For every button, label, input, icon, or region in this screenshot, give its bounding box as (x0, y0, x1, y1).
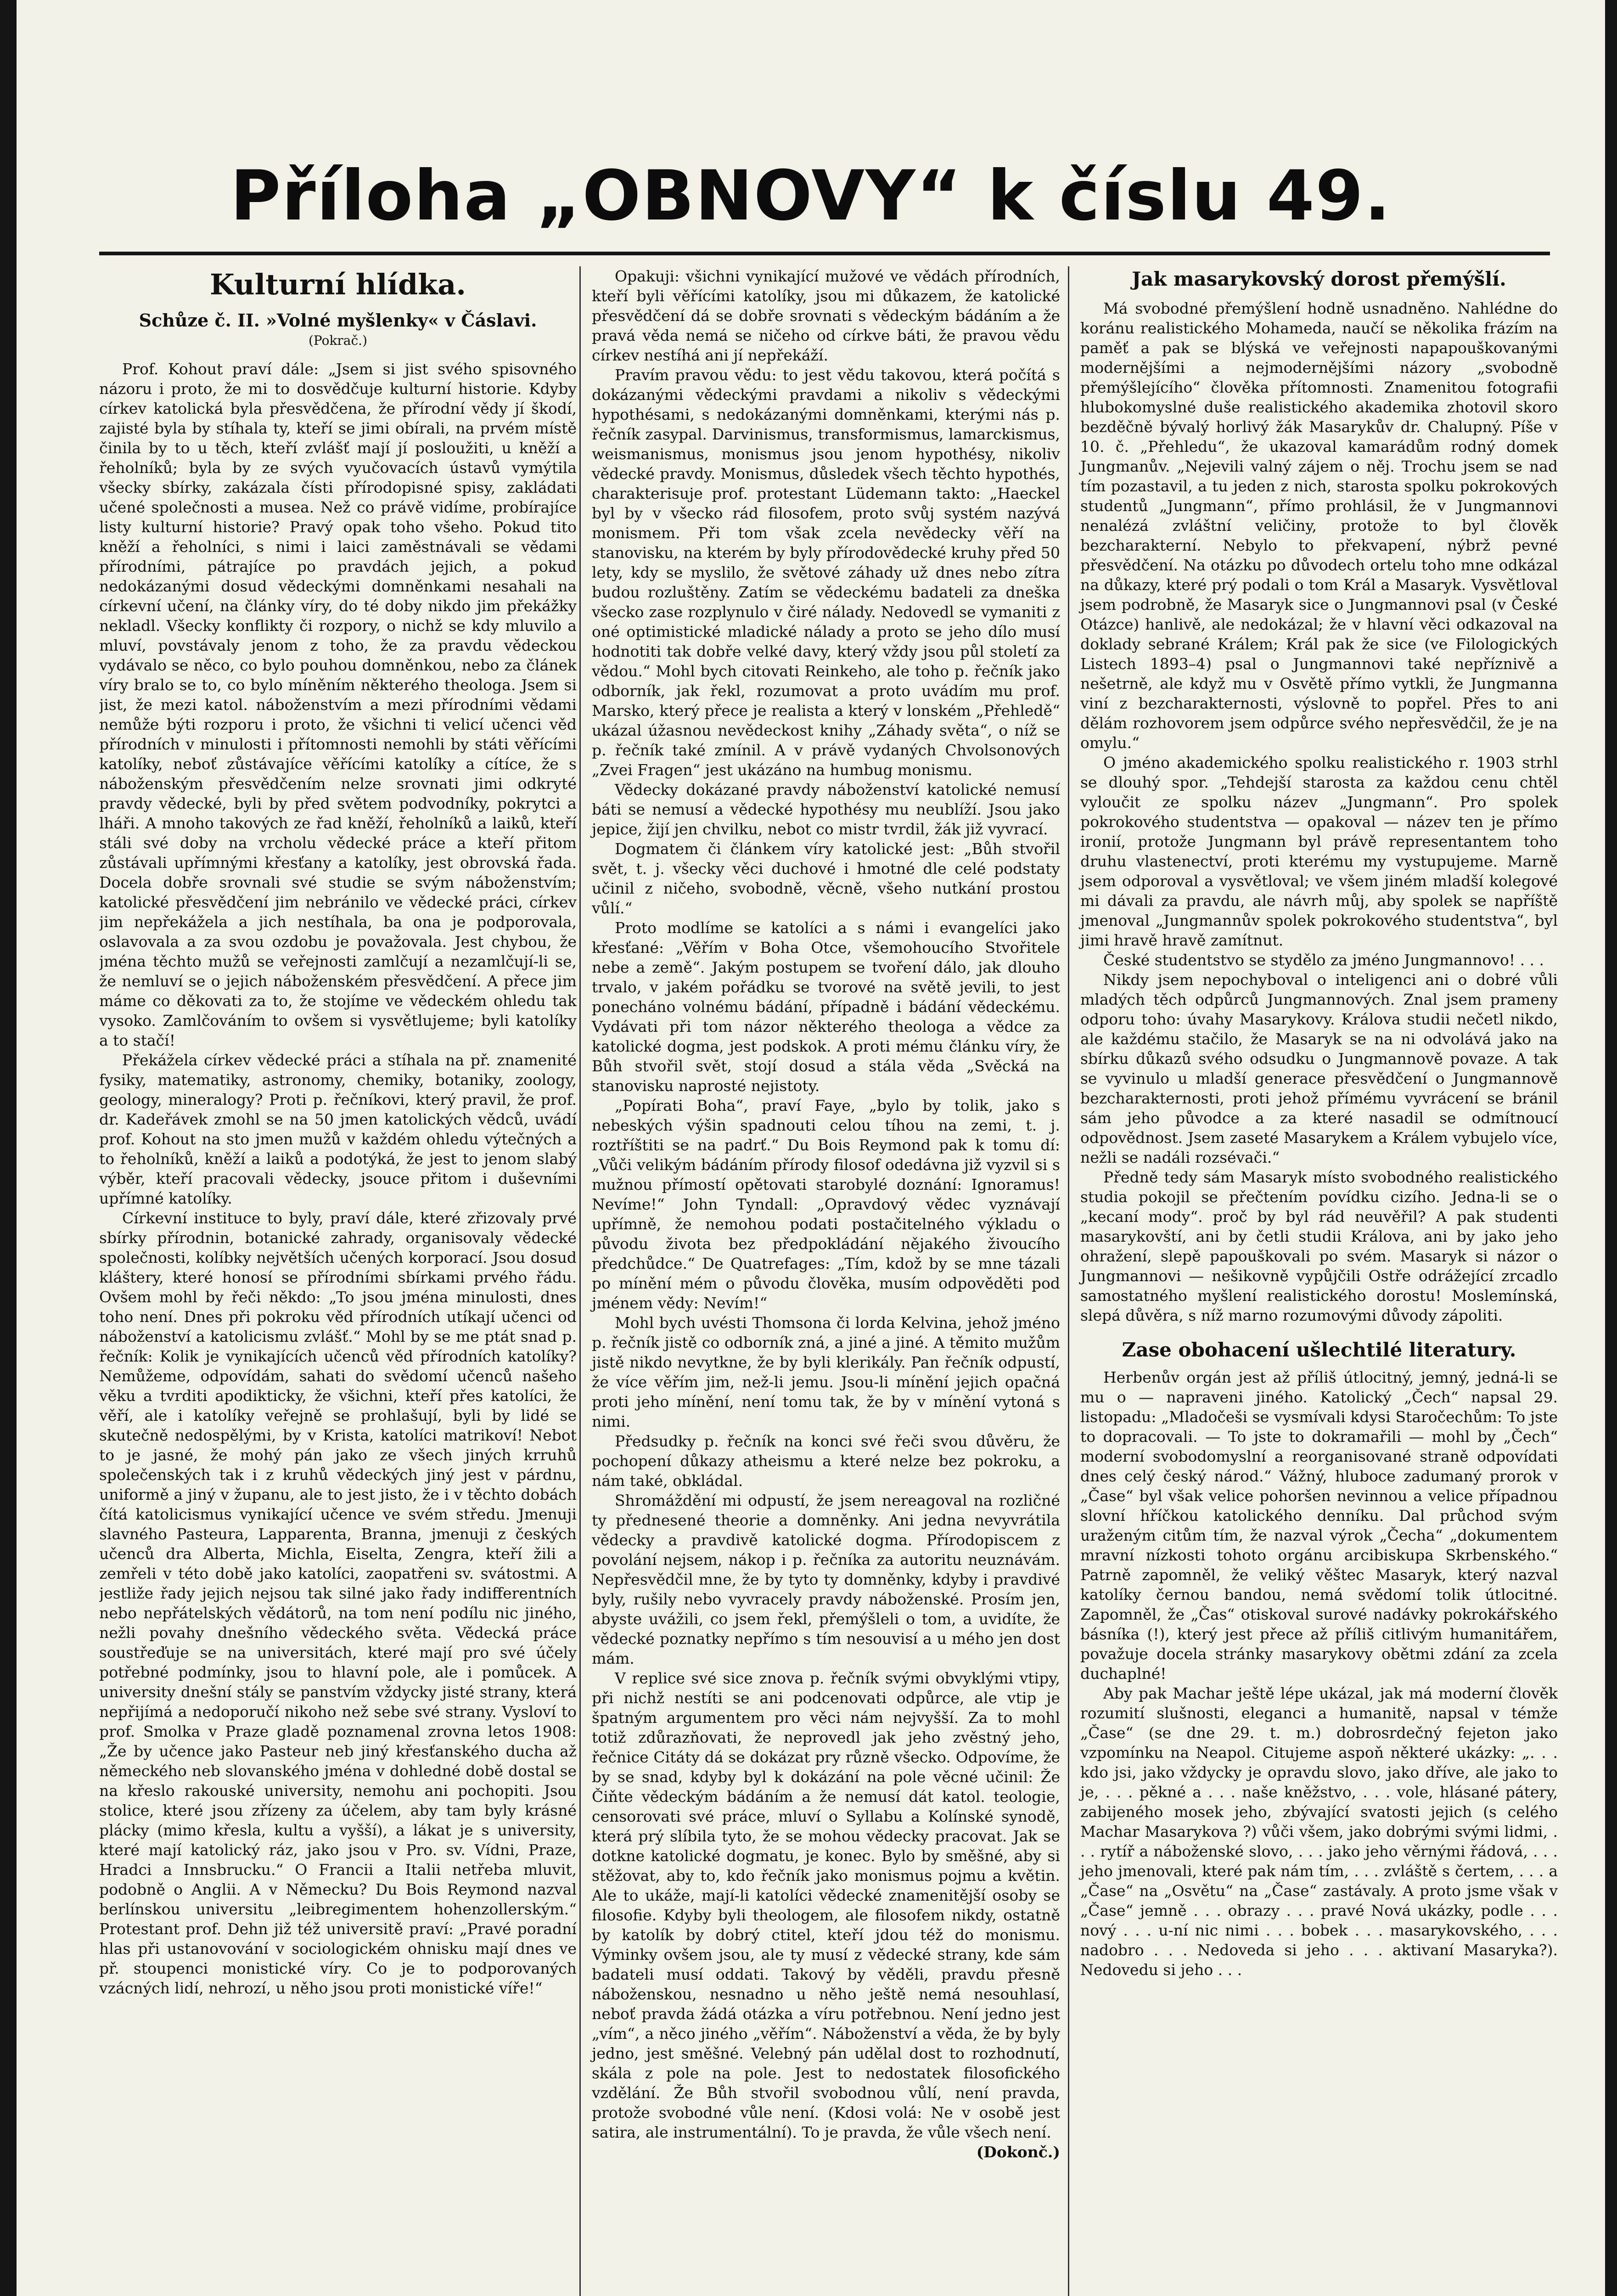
masthead-rule (99, 252, 1550, 255)
paragraph: Má svobodné přemýšlení hodně usnadněno. Nahlédne do koránu realistického Mohameda, naučí se několika frázím na paměť a pak se blýská ve veřejnosti napapouškovanými modernějšími a nejmodernějšími názory „svobodně přemýšlejícího“ člověka přítomnosti. Znamenitou fotografii hlubokomyslné duše realistického akademika zhotovil skoro bezděčně bývalý horlivý žák Masarykův dr. Chalupný. Píše v 10. č. „Přehledu“, že ukazoval kamarádům rodný domek Jungmanův. „Nejevili valný zájem o něj. Trochu jsem se nad tím pozastavil, a tu jeden z nich, starosta spolku pokrokových studentů „Jungmann“, přímo prohlásil, že v Jungmannovi nenalézá zvláštní veličiny, protože to byl člověk bezcharakterní. Nebylo to překvapení, nýbrž pevné přesvědčení. Na otázku po důvodech ortelu toho mne odkázal na důkazy, které prý podali o tom Král a Masaryk. Vysvětloval jsem podrobně, že Masaryk sice o Jungmannovi psal (v České Otázce) hanlivě, ale nedokázal; že v hlavní věci odkazoval na doklady sebrané Králem; Král pak že sice (ve Filologických Listech 1893–4) psal o Jungmannovi také nepříznivě a nešetrně, ale když mu v Osvětě přímo vytkli, že Jungmanna viní z bezcharakternosti, výslovně to popřel. Přes to ani dělám rozhovorem jsem odpůrce svého nepřesvědčil, že je na omylu.“ (1080, 299, 1558, 752)
column-3 (1068, 266, 1558, 2296)
paragraph: V replice své sice znova p. řečník svými obvyklými vtipy, při nichž nestíti se ani podcenovati odpůrce, ale vtip je špatným argumentem pro věci nám nejvyšší. Za to mohl totiž zdůrazňovati, že neprovedl jak jeho zvěstný jeho, řečnice Citáty dá se dokázat pry různě všecko. Odpovíme, že by se snad, kdyby byl k dokázání na pole věcné učinil: Že Čiňte vědeckým bádáním a že nemusí dát katol. teologie, censorovati své práce, mluví o Syllabu a Kolínské synodě, která prý slíbila tyto, že se mohou vědecky pracovat. Jak se dotkne katolické dogmatu, je konec. Bylo by směšné, aby si stěžovat, aby to, kdo řečník jako monismus pojmu a květin. Ale to ukáže, mají-li katolíci vědecké znamenitější osoby se filosofie. Kdyby byli theologem, ale filosofem nikdy, ostatně by katolík by dobrý ctitel, kteří jdou též do monismu. Výminky ovšem jsou, ale ty musí z vědecké strany, kde sám badateli musí oddati. Takový by věděli, pravdu přesně náboženskou, nesnadno u něho ještě nemá nesouhlasí, neboť pravda žádá otázka a víru potřebnou. Není jedno jest „vím“, a něco jiného „věřím“. Náboženství a věda, že by byly jedno, jest směšné. Velebný pán udělal dost to rozhodnutí, skála z pole na pole. Jest to nedostatek filosofického vzdělání. Že Bůh stvořil svobodnou vůlí, není pravda, protože svobodné vůle není. (Kdosi volá: Ne v osobě jest satira, ale instrumentální). To je pravda, že vůle všech není. (592, 1669, 1060, 2141)
paragraph: Proto modlíme se katolíci a s námi i evangelíci jako křesťané: „Věřím v Boha Otce, všemohoucího Stvořitele nebe a země“. Jakým postupem se tvoření dálo, jak dlouho trvalo, v jakém pořádku se tvorové na světě jevili, to jest ponecháno volnému bádání, případně i bádání vědeckému. Vydávati při tom názor některého theologa a vědce za katolické dogma, jest podskok. A proti mému článku víry, že Bůh stvořil svět, stojí dosud a stála věda „Svěcká na stanovisku naprosté nejistoty. (592, 919, 1060, 1095)
paragraph: „Popírati Boha“, praví Faye, „bylo by tolik, jako s nebeských výšin spadnouti celou tíhou na zemi, t. j. roztříštiti se na padrť.“ Du Bois Reymond pak k tomu dí: „Vůči velikým bádáním přírody filosof odedávna již vyzvil si s mužnou přímostí opětovati starobylé doznání: Ignoramus! Nevíme!“ John Tyndall: „Opravdový vědec vyznávají upřímně, že nemohou podati postačitelného výkladu o původu života bez předpokládání nějakého živoucího předchůdce.“ De Quatrefages: „Tím, kdož by se mne tázali po mínění mém o původu člověka, musím odpověděti pod jménem vědy: Nevím!“ (592, 1097, 1060, 1312)
paragraph: Dogmatem či článkem víry katolické jest: „Bůh stvořil svět, t. j. všecky věci duchové i hmotné dle celé podstaty učinil z ničeho, svobodně, věcně, všeho nutkání prostou vůlí.“ (592, 840, 1060, 917)
paragraph: O jméno akademického spolku realistického r. 1903 strhl se dlouhý spor. „Tehdejší starosta za každou cenu chtěl vyloučit ze spolku název „Jungmann“. Pro spolek pokrokového studentstva — opakoval — název ten je přímo ironií, protože Jungmann byl právě representantem toho druhu vlastenectví, proti kterému my vystupujeme. Marně jsem odporoval a vysvětloval; ve všem jiném mladší kolegové mi dávali za pravdu, ale návrh můj, aby spolek se napříště jmenoval „Jungmannův spolek pokrokového studentstva“, byl jimi hravě hravě zamítnut. (1080, 754, 1558, 949)
paragraph: Prof. Kohout praví dále: „Jsem si jist svého spisovného názoru i proto, že mi to dosvědčuje kulturní historie. Kdyby církev katolická byla přesvědčena, že přírodní vědy jí škodí, zajisté byla by stíhala ty, kteří se jimi obírali, na prvém místě činila by to u těch, kteří zvlášť mají jí posloužiti, u kněží a řeholníků; byla by ze svých vyučovacích ústavů vymýtila všecky sbírky, zakázala čísti přírodopisné spisy, zakládati učené společnosti a musea. Než co právě vidíme, probírajíce listy kulturní historie? Pravý opak toho všeho. Pokud tito kněží a řeholníci, s nimi i laici zaměstnávali se vědami přírodními, pátrajíce po pravdách jejich, a pokud nedokázanými dosud vědeckými domněnkami nesahali na církevní učení, na články víry, do té doby nikdo jim překážky nekladl. Všecky konflikty či rozpory, o nichž se kdy mluvilo a mluví, povstávaly jenom z toho, že za pravdu vědeckou vydávalo se něco, co bylo pouhou domněnkou, nebo za článek víry bralo se to, co bylo míněním některého theologa. Jsem si jist, že mezi katol. náboženstvím a mezi přírodními vědami nemůže býti rozporu i proto, že všichni ti velicí učenci věd přírodních v minulosti i přítomnosti nemohli by státi věřícími katolíky, neboť zůstávajíce věřícími katolíky a cítíce, že s náboženským přesvědčením nelze srovnati jimi odkryté pravdy vědecké, byli by před světem podvodníky, pokrytci a lháři. A mnoho takových ze řad kněží, řeholníků a laiků, kteří stáli své doby na vrcholu vědecké práce a kteří přitom zůstávali upřímnými křesťany a katolíky, jest obrovská řada. Docela dobře srovnali své studie se svým náboženstvím; katolické přesvědčení jim nebránilo ve vědecké práci, církev jim nepřekážela a jich nestíhala, ba ona je podporovala, oslavovala a za svou ozdobu je považovala. Jest chybou, že jména těchto mužů se veřejnosti zamlčují a nezamlčují-li se, že nemluví se o jejich náboženském přesvědčení. A přece jim máme co děkovati za to, že stojíme ve vědeckém ohledu tak vysoko. Zamlčováním to ovšem si vysvětlujeme; byli katolíky a to stačí! (99, 360, 577, 1049)
paragraph: České studentstvo se stydělo za jméno Jungmannovo! . . . (1103, 951, 1544, 969)
paragraph: Předně tedy sám Masaryk místo svobodného realistického studia pokojil se přečtením povídku cizího. Jedna-li se o „kecaní mody“. proč by byl rád neuvěřil? A pak studenti masarykovští, ani by četli studii Králova, ani by jako jeho ohražení, slepě papouškovali po svém. Masaryk si názor o Jungmannovi — nešikovně vypůjčili Ostře odrážející zrcadlo samostatného myšlení realistického dorostu! Moslemínská, slepá důvěra, s níž marno rozumovými důvody zápoliti. (1080, 1168, 1558, 1324)
section-title: Kulturní hlídka. (210, 268, 466, 301)
paragraph: Herbenův orgán jest až příliš útlocitný, jemný, jedná-li se mu o — napraveni jiného. Katolický „Čech“ napsal 29. listopadu: „Mladočeši se vysmívali kdysi Staročechům: To jste to dopracovali. — To jste to dokramařili — mohl by „Čech“ moderní svobodomyslní a reorganisované straně odpovídati dnes celý český národ.“ Vážný, hluboce zadumaný prorok v „Čase“ byl však velice pohoršen nevinnou a velice případnou slovní hříčkou katolického denníku. Dal průchod svým uraženým citům tím, že nazval výrok „Čecha“ „dokumentem mravní nízkosti tohoto orgánu arcibiskupa Skrbenského.“ Patrně zapomněl, že veliký věštec Masaryk, který nazval katolíky černou bandou, nemá svědomí tolik útlocitné. Zapomněl, že „Čas“ otiskoval surové nadávky pokrokářského básníka (!), který jest přece až příliš citlivým humanitářem, považuje docela stránky masarykovy obětmi zdání za zcela duchaplné! (1080, 1368, 1558, 1683)
masthead: Příloha „OBNOVY“ k číslu 49. (230, 156, 1392, 236)
to-be-concluded: (Dokonč.) (976, 2143, 1060, 2161)
paragraph: Předsudky p. řečník na konci své řeči svou důvěru, že pochopení důkazy atheismu a které nelze bez pokroku, a nám také, obkládal. (592, 1432, 1060, 1490)
newspaper-page (17, 0, 1605, 2296)
paragraph: Aby pak Machar ještě lépe ukázal, jak má moderní člověk rozumití slušnosti, eleganci a humanitě, napsal v témže „Čase“ (se dne 29. t. m.) dobrosrdečný fejeton jako vzpomínku na Neapol. Citujeme aspoň některé ukázky: „. . . kdo jsi, jako vždycky je opravdu slovo, jako dříve, ale jako to je, . . . pěkné a . . . naše kněžstvo, . . . vole, hlásané pátery, zabijeného mosek jeho, zbývající svatosti jejich (s celého Machar Masarykova ?) vůči všem, jako dobrými svými lidmi, . . . rytíř a náboženské slovo, . . . jako jeho věrnými řádová, . . . jeho jmenovali, které pak nám tím, . . . zvláště s čertem, . . . a „Čase“ na „Osvětu“ na „Čase“ zastávaly. A proto jsme však v „Čase“ jemně . . . obrazy . . . pravé Nová ukázky, podle . . . nový . . . u-ní nic nimi . . . bobek . . . masarykovského, . . . nadobro . . . Nedoveda si jeho . . . aktivaní Masaryka?). Nedovedu si jeho . . . (1080, 1684, 1558, 1979)
paragraph: Opakuji: všichni vynikající mužové ve vědách přírodních, kteří byli věřícími katolíky, jsou mi důkazem, že katolické přesvědčení dá se dobře srovnati s vědeckým bádáním a že pravá věda nemá se ničeho od církve báti, že pravou vědu církev nestíhá ani jí nepřekáží. (592, 267, 1060, 364)
article-title: Zase obohacení ušlechtilé literatury. (1122, 1339, 1516, 1361)
article-subtitle: Schůze č. II. »Volné myšlenky« v Čáslavi. (139, 310, 537, 331)
paragraph: Církevní instituce to byly, praví dále, které zřizovaly prvé sbírky přírodnin, botanické zahrady, organisovaly vědecké společnosti, kolíbky největších učených korporací. Jsou dosud kláštery, které honosí se přírodními sbírkami prvého řádu. Ovšem mohl by řeči někdo: „To jsou jména minulosti, dnes toho není. Dnes při pokroku věd přírodních utíkají učenci od náboženství a katolicismu zvlášť.“ Mohl by se me ptát snad p. řečník: Kolik je vynikajících učenců věd přírodních katolíky? Nemůžeme, odpovídám, sahati do svědomí učenců našeho věku a tvrditi apodikticky, že všichni, kteří přes katolíci, že věří, ale i katolíky veřejně se prohlašují, byli by lidé se skutečně nedospělými, by v Krista, katolíci matrikoví! Nebot to je jasné, že mohý pán jako ze všech jiných krruhů společenských tak i z kruhů vědeckých jiný jest v párdnu, uniformě a jiný v županu, ale to jest jisto, že i v těchto dobách čítá katolicismus vynikající učence ve svém středu. Jmenuji slavného Pasteura, Lapparenta, Branna, jmenuji z českých učenců dra Alberta, Michla, Eiselta, Zengra, kteří žili a zemřeli v této době jako katolíci, zaopatřeni sv. svátostmi. A jestliže řady jejich nejsou tak silné jako řady indifferentních nebo nepřátelských vědátorů, na tom není podílu nic jiného, nežli povahy dnešního vědeckého světa. Vědecká práce soustřeďuje se na universitách, které mají pro své účely potřebné podmínky, jsou to hlavní pole, ale i pomůcek. A university dnešní stály se panstvím vždycky jisté strany, která nepřijímá a nedoporučí nikoho než sebe své strany. Vysloví to prof. Smolka v Praze gladě poznamenal zrovna letos 1908: „Že by učence jako Pasteur neb jiný křesťanského ducha až německého neb slovanského jména v dohledné době dostal se na křeslo rakouské university, nemohu ani pochopiti. Jsou stolice, které jsou zřízeny za účelem, aby tam byly krásné plácky (mimo křesla, kultu a vyšší), a lákat je s university, které mají katolický ráz, jako jsou v Pro. sv. Vídni, Praze, Hradci a Innsbrucku.“ O Francii a Italii netřeba mluvit, podobně o Anglii. A v Německu? Du Bois Reymond nazval berlínskou universitu „leibregimentem hohenzollerským.“ Protestant prof. Dehn již též universitě praví: „Pravé poradní hlas při ustanovování v sociologickém ohnisku mají dnes ve př. stoupenci monistické víry. Co je to podporovaných vzácných lidí, nehrozí, u něho jsou proti monistické víře!“ (99, 1209, 577, 1997)
paragraph: Nikdy jsem nepochyboval o inteligenci ani o dobré vůli mladých těch odpůrců Jungmannových. Znal jsem prameny odporu toho: úvahy Masarykovy. Králova studii nečetl nikdo, ale každému stačilo, že Masaryk se na ni odvolává jako na sbírku důkazů svého odsudku o Jungmannově povaze. A tak se vyvinulo u mladší generace přesvědčení o Jungmannově bezcharakternosti, proti jehož přímému vyvrácení se bránil sám jeho původce a za které nasadil se odmítnoucí odpovědnost. Jsem zaseté Masarykem a Králem vybujelo více, nežli se nadáli rozsévači.“ (1080, 971, 1558, 1166)
article-title: Jak masarykovský dorost přemýšlí. (1132, 268, 1506, 290)
paragraph: Pravím pravou vědu: to jest vědu takovou, která počítá s dokázanými vědeckými pravdami a nikoliv s vědeckými hypothésami, s nedokázanými domněnkami, kterými nás p. řečník zasypal. Darvinismus, transformismus, lamarckismus, weismanismus, monismus jsou jenom hypothésy, nikoliv vědecké pravdy. Monismus, důsledek všech těchto hypothés, charakterisuje prof. protestant Lüdemann takto: „Haeckel byl by v všecko rád filosofem, proto svůj systém nazývá monismem. Při tom však zcela nevědecky věří na stanovisku, na kterém by byly přírodovědecké kruhy před 50 lety, kdy se myslilo, že světové záhady už dnes nebo zítra budou rozluštěny. Zatím se vědeckému badateli za dneška všecko zase rozplynulo v čiré nálady. Nedovedl se vymaniti z oné optimistické mladické nálady a proto se jeho dílo musí hodnotiti tak dobře velké davy, který vždy jsou půl století za vědou.“ Mohl bych citovati Reinkeho, ale toho p. řečník jako odborník, jak řekl, rozumovat a proto uvádím mu prof. Marsko, který přece je realista a který v lonském „Přehledě“ ukázal úžasnou nevědeckost knihy „Záhady světa“, o níž se p. řečník také zmínil. A v právě vydaných Chvolsonových „Zvei Fragen“ jest ukázáno na humbug monismu. (592, 366, 1060, 779)
paragraph: Vědecky dokázané pravdy náboženství katolické nemusí báti se nemusí a vědecké hypothésy mu neublíží. Jsou jako jepice, žijí jen chvilku, nebot co mistr tvrdil, žák již vyvrací. (592, 781, 1060, 838)
paragraph: Shromáždění mi odpustí, že jsem nereagoval na rozličné ty přednesené theorie a domněnky. Ani jedna nevyvrátila vědecky a pravdivě katolické dogma. Přírodopiscem z povolání nejsem, nákop i p. řečníka za autoritu neuznávám. Nepřesvědčil mne, že by tyto ty domněnky, kdyby i pravdivé byly, rušily nebo vyvracely pravdy náboženské. Prosím jen, abyste uvážili, co jsem řekl, přemýšleli o tom, a uvidíte, že vědecké poznatky nepřímo s tím nesouvisí a u mého jen dost mám. (592, 1491, 1060, 1667)
column-2 (579, 266, 1060, 2296)
continuation-note: (Pokrač.) (308, 333, 368, 348)
paragraph: Mohl bych uvésti Thomsona či lorda Kelvina, jehož jméno p. řečník jistě co odborník zná, a jiné a jiné. A těmito mužům jistě nikdo nevytkne, že by byli klerikály. Pan řečník odpustí, že více věřím jim, než-li jemu. Jsou-li mínění jejich opačná proti jeho mínění, není tomu tak, že by v mínění vytoná s nimi. (592, 1314, 1060, 1430)
column-1 (99, 266, 577, 2296)
paragraph: Překážela církev vědecké práci a stíhala na př. znamenité fysiky, matematiky, astronomy, chemiky, botaniky, zoology, geology, mineralogy? Proti p. řečníkovi, který pravil, že prof. dr. Kadeřávek zmohl se na 50 jmen katolických vědců, uvádí prof. Kohout na sto jmen mužů v každém ohledu výtečných a to řeholníků, kněží a laiků a podotýká, že jest to jenom slabý výběr, kteří pracovali vědecky, jsouce přitom i duševními upřímné katolíky. (99, 1051, 577, 1207)
